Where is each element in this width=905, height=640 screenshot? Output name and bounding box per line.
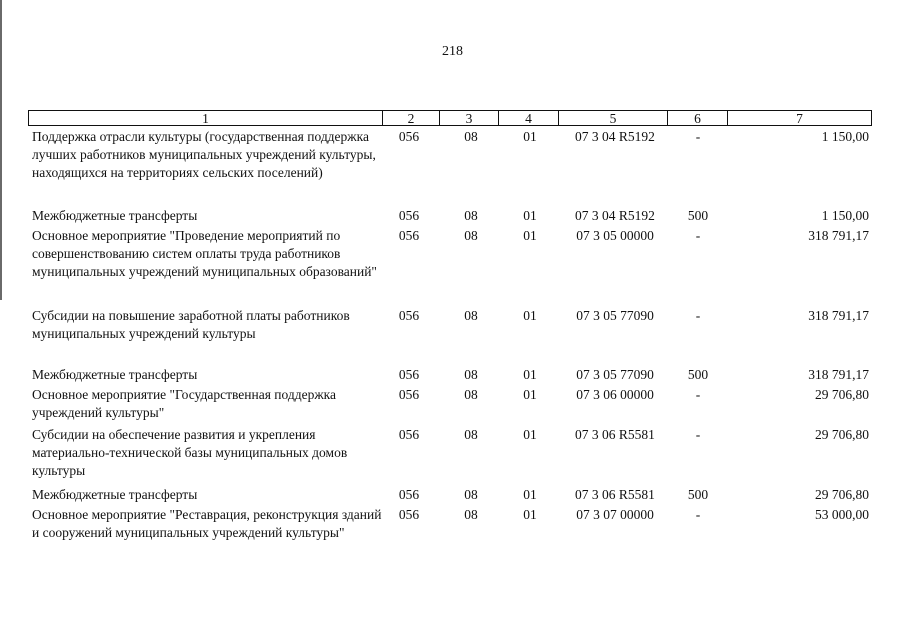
row-amount: 29 706,80 (815, 487, 869, 502)
row-name: Межбюджетные трансферты (32, 208, 198, 223)
row-target-article: 07 3 04 R5192 (575, 129, 655, 144)
row-target-article: 07 3 06 00000 (576, 387, 654, 402)
row-expense-type: 500 (687, 487, 709, 502)
row-subsection: 01 (523, 487, 537, 502)
row-target-article: 07 3 05 00000 (576, 228, 654, 243)
row-expense-type: - (695, 427, 701, 442)
row-subsection: 01 (523, 308, 537, 323)
row-code-admin: 056 (398, 507, 420, 522)
row-subsection: 01 (523, 427, 537, 442)
row-subsection: 01 (523, 208, 537, 223)
column-header-7: 7 (727, 110, 872, 126)
page-number: 218 (442, 44, 463, 59)
row-name: Основное мероприятие "Проведение мероприятий по совершенствованию систем оплаты труда работников муниципальных учреждений муниципальных образований" (32, 228, 377, 279)
row-expense-type: - (695, 507, 701, 522)
row-subsection: 01 (523, 387, 537, 402)
row-name: Субсидии на повышение заработной платы работников муниципальных учреждений культуры (32, 308, 350, 341)
row-section: 08 (464, 308, 478, 323)
row-target-article: 07 3 05 77090 (576, 367, 654, 382)
row-amount: 29 706,80 (815, 427, 869, 442)
row-code-admin: 056 (398, 487, 420, 502)
row-name: Межбюджетные трансферты (32, 487, 198, 502)
column-header-1: 1 (28, 110, 383, 126)
column-header-4: 4 (498, 110, 559, 126)
column-header-2: 2 (382, 110, 440, 126)
row-name: Основное мероприятие "Реставрация, реконструкция зданий и сооружений муниципальных учреждений культуры" (32, 507, 382, 540)
row-amount: 1 150,00 (821, 129, 869, 144)
row-amount: 29 706,80 (815, 387, 869, 402)
row-subsection: 01 (523, 367, 537, 382)
row-amount: 1 150,00 (821, 208, 869, 223)
row-section: 08 (464, 129, 478, 144)
row-amount: 318 791,17 (808, 228, 869, 243)
row-target-article: 07 3 06 R5581 (575, 487, 655, 502)
row-expense-type: - (695, 308, 701, 323)
row-code-admin: 056 (398, 208, 420, 223)
row-subsection: 01 (523, 507, 537, 522)
row-section: 08 (464, 487, 478, 502)
row-expense-type: - (695, 387, 701, 402)
row-amount: 318 791,17 (808, 367, 869, 382)
row-section: 08 (464, 507, 478, 522)
row-name: Поддержка отрасли культуры (государственная поддержка лучших работников муниципальных учреждений культуры, находящихся на территориях сельских поселений) (32, 129, 376, 180)
row-target-article: 07 3 05 77090 (576, 308, 654, 323)
row-code-admin: 056 (398, 427, 420, 442)
row-name: Субсидии на обеспечение развития и укрепления материально-технической базы муниципальных домов культуры (32, 427, 348, 478)
row-subsection: 01 (523, 228, 537, 243)
row-expense-type: 500 (687, 367, 709, 382)
row-code-admin: 056 (398, 308, 420, 323)
row-expense-type: 500 (687, 208, 709, 223)
row-target-article: 07 3 06 R5581 (575, 427, 655, 442)
column-header-5: 5 (558, 110, 668, 126)
row-section: 08 (464, 228, 478, 243)
row-target-article: 07 3 07 00000 (576, 507, 654, 522)
row-code-admin: 056 (398, 228, 420, 243)
column-header-3: 3 (439, 110, 499, 126)
row-section: 08 (464, 387, 478, 402)
row-section: 08 (464, 427, 478, 442)
row-section: 08 (464, 208, 478, 223)
row-target-article: 07 3 04 R5192 (575, 208, 655, 223)
row-subsection: 01 (523, 129, 537, 144)
row-section: 08 (464, 367, 478, 382)
row-name: Межбюджетные трансферты (32, 367, 198, 382)
column-header-6: 6 (667, 110, 728, 126)
row-name: Основное мероприятие "Государственная поддержка учреждений культуры" (32, 387, 337, 420)
row-code-admin: 056 (398, 129, 420, 144)
row-expense-type: - (695, 228, 701, 243)
row-amount: 53 000,00 (815, 507, 869, 522)
row-code-admin: 056 (398, 367, 420, 382)
row-code-admin: 056 (398, 387, 420, 402)
row-expense-type: - (695, 129, 701, 144)
row-amount: 318 791,17 (808, 308, 869, 323)
